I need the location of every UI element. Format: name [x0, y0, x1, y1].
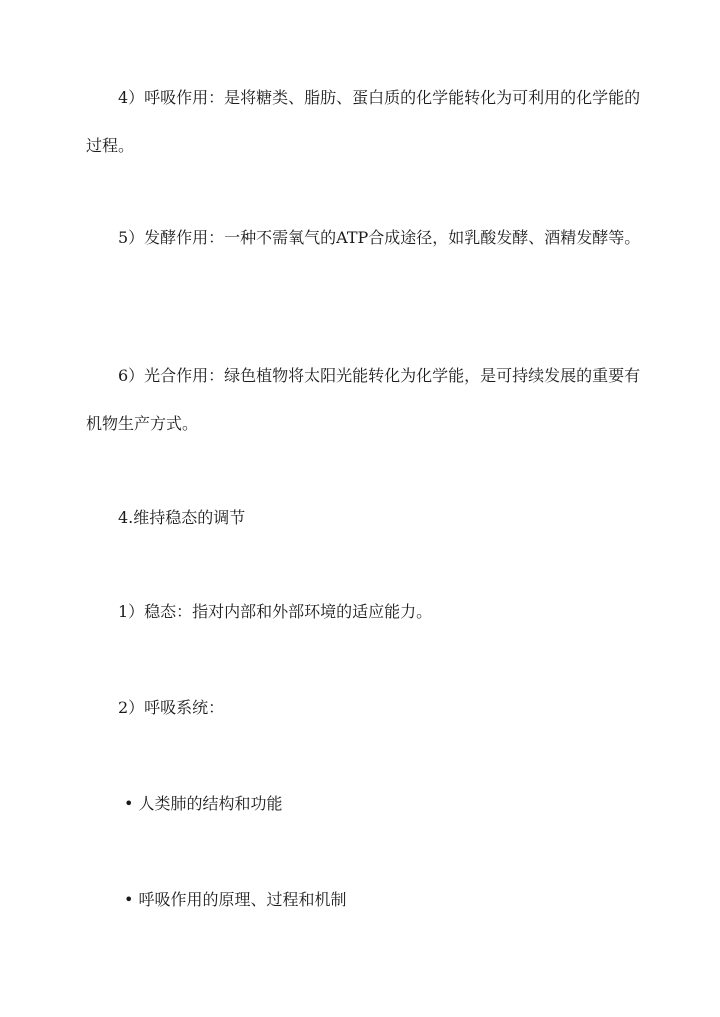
- bullet-item-respiration: • 呼吸作用的原理、过程和机制: [124, 890, 347, 909]
- section-heading: 4.维持稳态的调节: [118, 508, 246, 527]
- homeostasis-item: 1）稳态：指对内部和外部环境的适应能力。: [118, 602, 433, 621]
- respiratory-system-item: 2）呼吸系统：: [118, 698, 225, 717]
- bullet-item-lung: • 人类肺的结构和功能: [124, 794, 283, 813]
- paragraph-respiration: 4）呼吸作用：是将糖类、脂肪、蛋白质的化学能转化为可利用的化学能的过程。: [86, 88, 641, 155]
- paragraph-fermentation: 5）发酵作用：一种不需氧气的ATP合成途径，如乳酸发酵、酒精发酵等。: [118, 228, 641, 247]
- paragraph-photosynthesis: 6）光合作用：绿色植物将太阳光能转化为化学能，是可持续发展的重要有机物生产方式。: [86, 366, 641, 433]
